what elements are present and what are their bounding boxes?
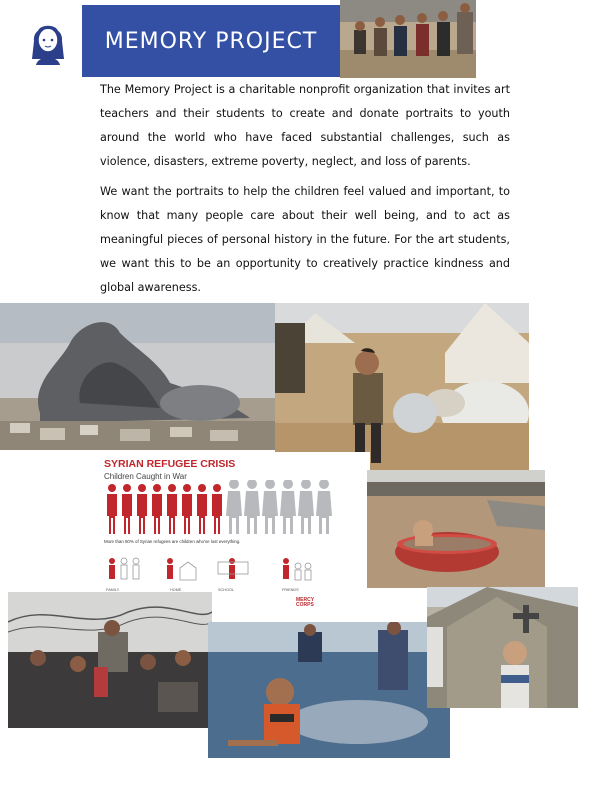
- page-title: MEMORY PROJECT: [104, 28, 318, 54]
- infographic-title: SYRIAN REFUGEE CRISIS: [104, 458, 236, 470]
- tent-camp-photo: [427, 587, 578, 708]
- mercy-corps-logo: [296, 598, 314, 608]
- org-line-2: CORPS: [296, 602, 314, 608]
- airstrike-smoke-photo: [0, 303, 276, 450]
- refugee-infographic: [100, 452, 370, 612]
- border-fence-crowd-photo: [8, 592, 212, 728]
- intro-paragraph-2: We want the portraits to help the children feel valued and important, to know that many people care about their well being, and to act as meaningful pieces of personal history in the future. For the art students, we want this to be an opportunity to creatively practice kindness and global awareness.: [100, 185, 510, 294]
- children-group-photo: [340, 0, 476, 78]
- logo-icon: [26, 15, 70, 65]
- infographic-note: More than 50% of Syrian refugees are children who've lost everything.: [104, 539, 241, 544]
- category-family: FAMILY: [106, 588, 120, 592]
- category-home: HOME: [170, 588, 182, 592]
- boy-in-sea-photo: [208, 622, 450, 758]
- title-banner: [82, 5, 340, 77]
- children-figures-icon: [104, 480, 334, 536]
- baby-in-basin-photo: [367, 470, 545, 588]
- category-friends: FRIENDS: [282, 588, 299, 592]
- infographic-subtitle: Children Caught in War: [104, 472, 187, 481]
- org-line-1: MERCY: [296, 597, 315, 603]
- intro-paragraph-1: The Memory Project is a charitable nonprofit organization that invites art teachers and their students to create and donate portraits to youth around the world who have faced substantial challenges, such as violence, disasters, extreme poverty, neglect, and loss of parents.: [100, 83, 510, 168]
- category-school: SCHOOL: [218, 588, 235, 592]
- loss-category-icons: [106, 556, 326, 586]
